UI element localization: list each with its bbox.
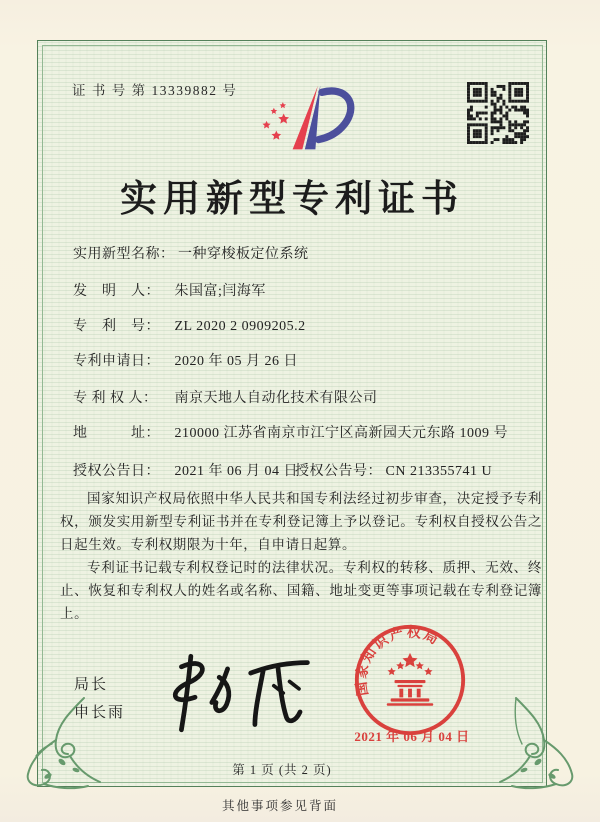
field-label: 专 利 号： [73, 319, 160, 334]
field-row-inventor [73, 280, 266, 300]
field-label: 授权公告号： [295, 464, 382, 479]
field-row-address [73, 422, 508, 442]
field-label: 地 址： [73, 426, 160, 441]
certificate-title: 实用新型专利证书 [120, 179, 464, 220]
field-label: 实用新型名称： [73, 247, 175, 262]
back-side-note: 其他事项参见背面 [221, 799, 338, 813]
legal-paragraph-1: 国家知识产权局依照中华人民共和国专利法经过初步审查，决定授予专利权，颁发实用新型专利证书并在专利登记簿上予以登记。专利权自授权公告之日起生效。专利权期限为十年，自申请日起算。 [60, 491, 542, 552]
qr-code [467, 82, 529, 144]
seal-date: 2021 年 06 月 04 日 [354, 729, 470, 744]
field-value: 一种穿梭板定位系统 [178, 247, 309, 262]
seal-circle-text: 国家知识产权局 [354, 625, 442, 697]
seal-national-emblem [387, 653, 433, 706]
field-row-patent-no [73, 315, 306, 335]
page-number: 第 1 页 (共 2 页) [232, 763, 332, 777]
field-value: 2020 年 05 月 26 日 [174, 354, 298, 369]
field-row-name [73, 243, 309, 263]
field-label: 专 利 权 人： [73, 391, 158, 406]
field-label: 授权公告日： [73, 464, 160, 479]
commissioner-name: 申长雨 [74, 705, 126, 721]
field-row-grant-no [295, 460, 492, 480]
field-value: CN 213355741 U [385, 464, 493, 479]
certificate-number: 证 书 号 第 13339882 号 [72, 83, 238, 98]
field-value: 2021 年 06 月 04 日 [174, 464, 298, 479]
field-row-filing-date [73, 350, 298, 370]
field-value: 南京天地人自动化技术有限公司 [174, 391, 378, 406]
logo-p-curve [319, 91, 351, 140]
legal-paragraph-2: 专利证书记载专利权登记时的法律状况。专利权的转移、质押、无效、终止、恢复和专利权人的姓名或名称、国籍、地址变更等事项记载在专利登记簿上。 [60, 560, 542, 621]
field-value: 210000 江苏省南京市江宁区高新园天元东路 1009 号 [174, 426, 508, 441]
svg-text:国家知识产权局 [352, 623, 442, 697]
field-row-patentee [73, 387, 378, 407]
commissioner-title: 局长 [74, 677, 109, 693]
cnipa-logo-icon [247, 74, 361, 166]
field-label: 发 明 人： [73, 284, 160, 299]
field-value: 朱国富;闫海军 [174, 284, 266, 299]
handwritten-signature [152, 650, 320, 734]
legal-text [60, 487, 542, 625]
field-value: ZL 2020 2 0909205.2 [174, 319, 306, 334]
field-label: 专利申请日： [73, 354, 160, 369]
field-row-grant-date [73, 460, 298, 480]
official-seal [352, 622, 468, 738]
